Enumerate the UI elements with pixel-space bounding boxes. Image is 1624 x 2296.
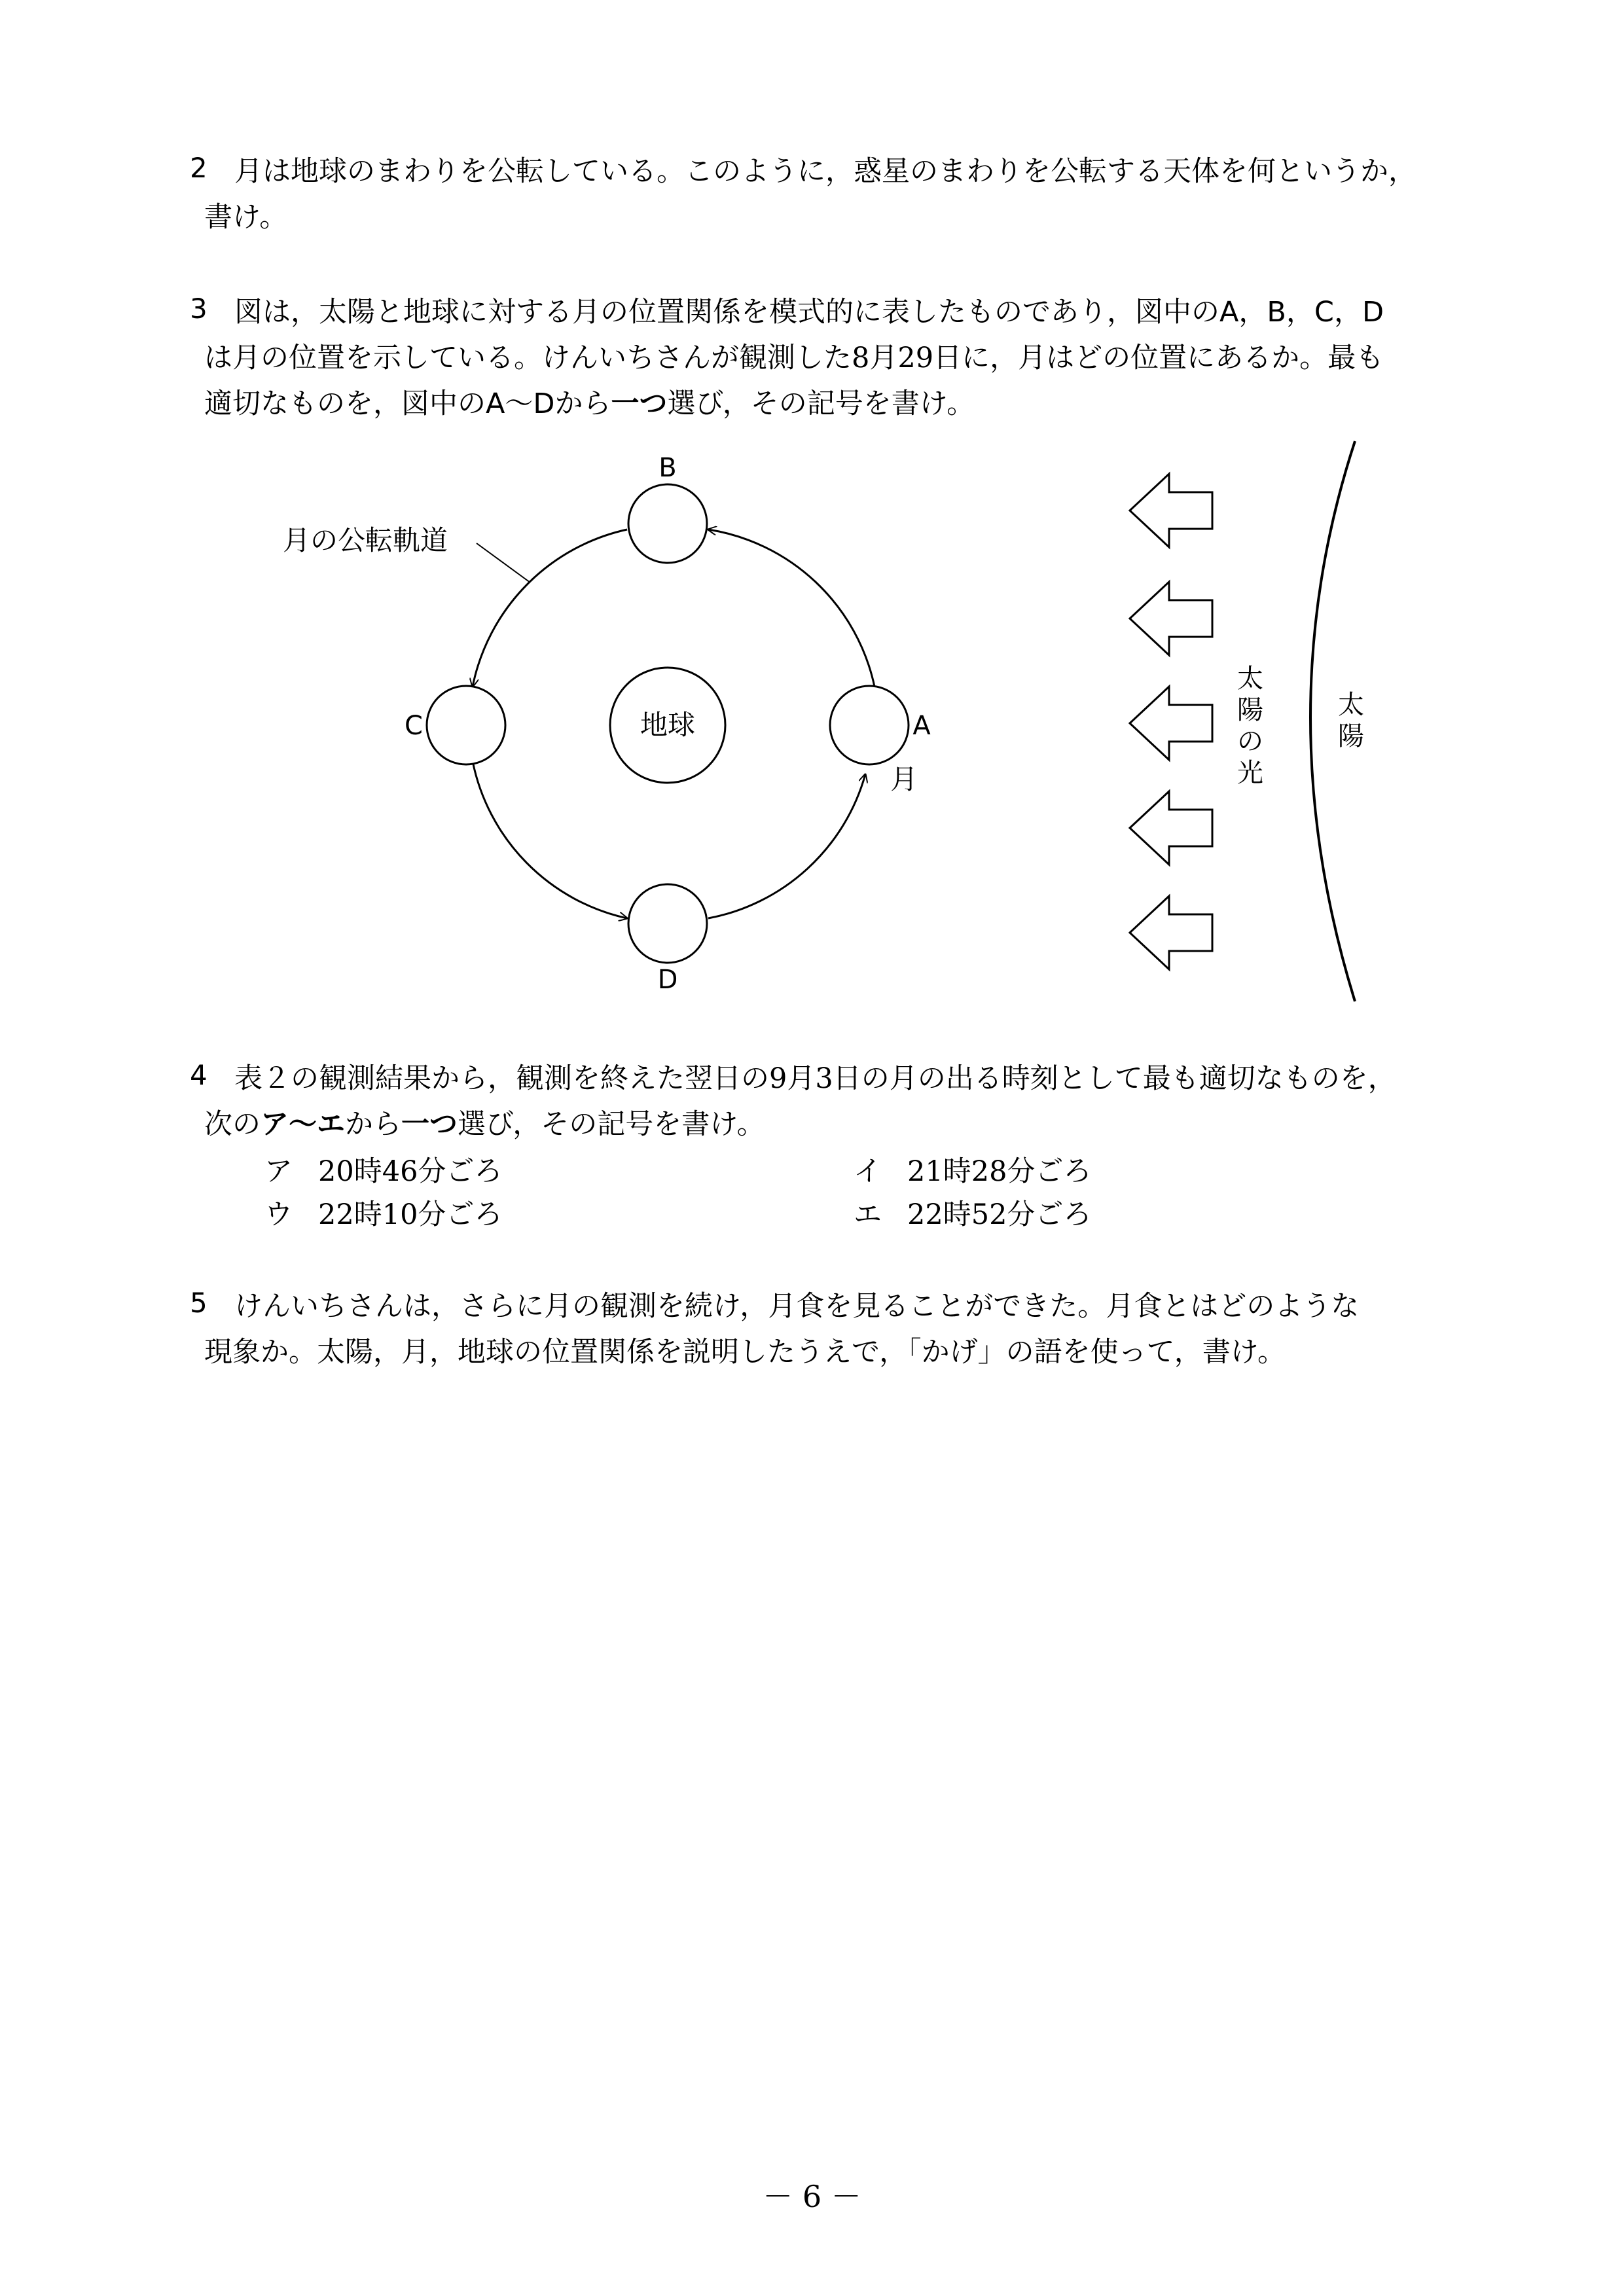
moon-label: 月 [890, 763, 918, 795]
choice-label: イ [854, 1155, 882, 1188]
question-text: 現象か。太陽，月，地球の位置関係を説明したうえで，「かげ」の語を使って，書け。 [204, 1336, 1286, 1369]
text-segment: 選び，その記号を書け。 [667, 387, 975, 420]
arrow-icon [1130, 687, 1212, 760]
choice-u [264, 1193, 502, 1232]
choice-a [264, 1149, 502, 1189]
text-segment: から [554, 387, 611, 420]
earth-label: 地球 [640, 709, 696, 741]
choice-text: 22時52分ごろ [907, 1198, 1092, 1231]
text-segment-emphasis: 一つ [611, 387, 668, 420]
choice-label: ウ [264, 1198, 293, 1231]
moon-position-a [830, 686, 909, 764]
sunlight-arrows [1130, 474, 1212, 969]
label-b: B [659, 453, 677, 483]
label-a: A [912, 711, 931, 741]
arrow-icon [1130, 474, 1212, 547]
text-segment: 図は，太陽と地球に対する月の位置関係を模式的に表したものであり，図中の [234, 296, 1219, 329]
sunlight-char: 陽 [1237, 695, 1263, 725]
choice-label: エ [854, 1198, 882, 1231]
question-number: 3 [190, 293, 208, 325]
question-text: 表２の観測結果から，観測を終えた翌日の9月3日の月の出る時刻として最も適切なものを， [234, 1062, 1396, 1095]
page-number: － 6 － [763, 2179, 861, 2214]
choice-label: ア [264, 1155, 293, 1188]
text-segment: 次の [204, 1108, 261, 1141]
text-segment: 選び，その記号を書け。 [458, 1108, 765, 1141]
orbit-label-leader [477, 543, 530, 583]
sun-char: 陽 [1338, 721, 1364, 751]
question-number: 4 [190, 1059, 208, 1091]
arrow-icon [1130, 582, 1212, 655]
orbit-arrow-a-to-b [708, 529, 875, 687]
sunlight-char: 光 [1237, 758, 1263, 788]
choice-text: 21時28分ごろ [907, 1155, 1092, 1188]
label-c: C [405, 711, 423, 741]
orbit-arrow-c-to-d [473, 761, 627, 918]
text-segment-emphasis: 一つ [401, 1108, 458, 1141]
orbit-label: 月の公転軌道 [283, 524, 448, 556]
question-text: けんいちさんは，さらに月の観測を続け，月食を見ることができた。月食とはどのような [234, 1290, 1360, 1323]
choice-text: 20時46分ごろ [318, 1155, 503, 1188]
sunlight-char: の [1237, 726, 1263, 757]
sunlight-char: 太 [1237, 664, 1263, 694]
text-segment: 適切なものを，図中の [204, 387, 486, 420]
question-number: 2 [190, 152, 208, 184]
sunlight-label [1237, 664, 1263, 788]
choice-e [854, 1193, 1091, 1232]
choice-i [854, 1149, 1091, 1189]
text-segment-emphasis: A，B，C，D [1219, 296, 1384, 329]
text-segment: から [345, 1108, 401, 1141]
arrow-icon [1130, 896, 1212, 969]
sun-char: 太 [1338, 690, 1364, 720]
moon-position-c [427, 686, 505, 764]
sun-label [1338, 690, 1364, 751]
choice-text: 22時10分ごろ [318, 1198, 503, 1231]
question-text: 月は地球のまわりを公転している。このように，惑星のまわりを公転する天体を何というか， [234, 155, 1416, 188]
arrow-icon [1130, 791, 1212, 865]
label-d: D [657, 965, 678, 995]
orbit-arrow-b-to-c [473, 529, 627, 687]
orbit-arrow-d-to-a [708, 774, 865, 918]
question-text: は月の位置を示している。けんいちさんが観測した8月29日に，月はどの位置にあるか。最も [204, 342, 1384, 374]
moon-position-b [628, 484, 707, 563]
question-number: 5 [190, 1287, 208, 1319]
moon-position-d [628, 884, 707, 963]
text-segment-emphasis: A～D [486, 387, 555, 420]
question-text [204, 1102, 765, 1142]
question-text: 書け。 [204, 201, 288, 234]
text-segment-emphasis: ア～エ [261, 1108, 345, 1141]
